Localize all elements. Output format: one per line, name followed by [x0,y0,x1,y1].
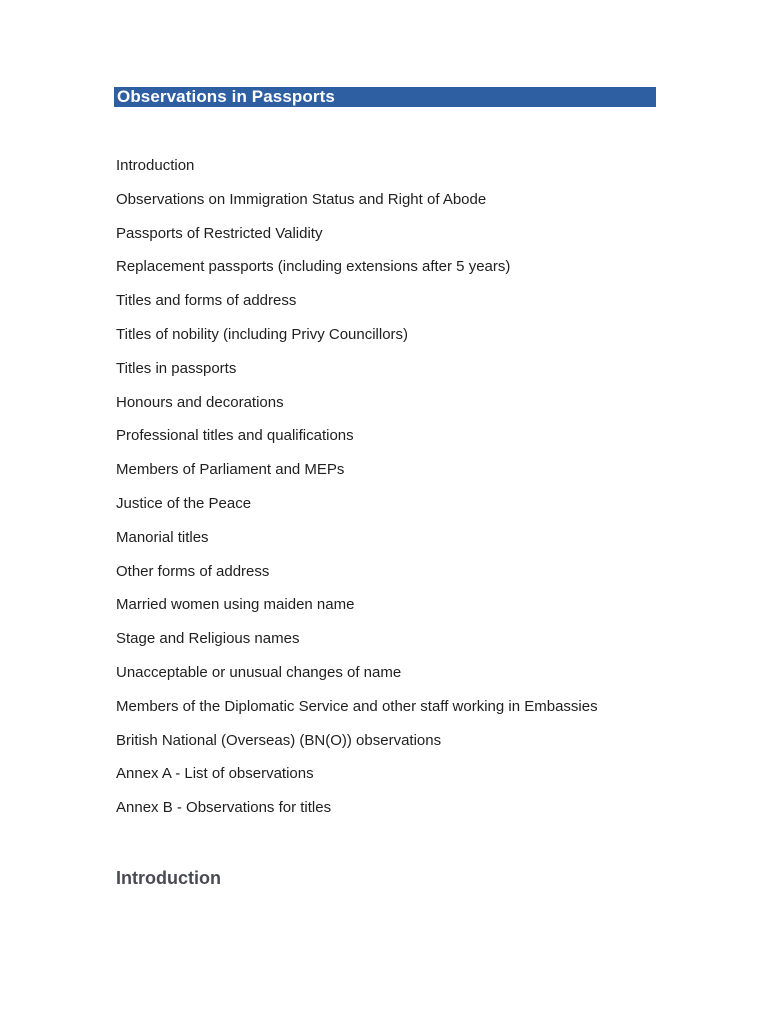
toc-item[interactable]: Married women using maiden name [116,596,355,614]
toc-item[interactable]: Professional titles and qualifications [116,427,354,445]
toc-item[interactable]: British National (Overseas) (BN(O)) observations [116,731,442,749]
toc-item[interactable]: Titles in passports [116,359,237,377]
toc-item[interactable]: Replacement passports (including extensions after 5 years) [116,258,511,276]
toc-item[interactable]: Annex B - Observations for titles [116,799,332,817]
page-title: Observations in Passports [117,87,335,106]
toc-item[interactable]: Stage and Religious names [116,630,300,648]
toc-item[interactable]: Justice of the Peace [116,494,252,512]
toc-item[interactable]: Manorial titles [116,528,209,546]
section-heading: Introduction [116,868,221,888]
table-of-contents [116,155,598,831]
title-bar [114,87,656,107]
toc-item[interactable]: Titles and forms of address [116,292,297,310]
toc-item[interactable]: Passports of Restricted Validity [116,224,323,242]
toc-item[interactable]: Other forms of address [116,562,270,580]
toc-item[interactable]: Honours and decorations [116,393,284,411]
toc-item[interactable]: Members of the Diplomatic Service and other staff working in Embassies [116,697,598,715]
toc-item[interactable]: Unacceptable or unusual changes of name [116,663,402,681]
toc-item[interactable]: Annex A - List of observations [116,765,314,783]
toc-item[interactable]: Introduction [116,157,195,174]
toc-item[interactable]: Titles of nobility (including Privy Councillors) [116,325,409,343]
toc-item[interactable]: Observations on Immigration Status and Right of Abode [116,190,487,208]
toc-item[interactable]: Members of Parliament and MEPs [116,461,345,479]
